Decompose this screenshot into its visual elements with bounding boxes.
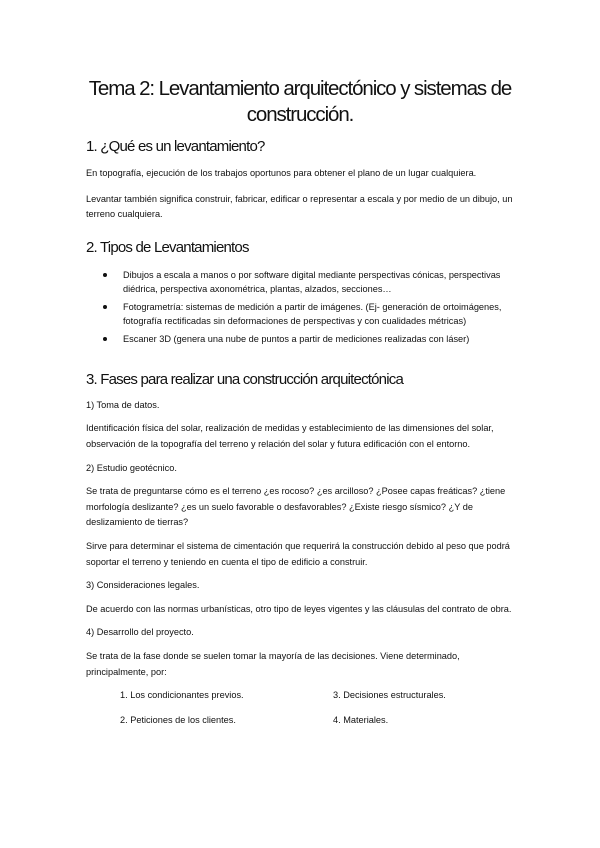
- phase-1-title: 1) Toma de datos.: [86, 399, 160, 410]
- list-item: [123, 268, 514, 296]
- phase-3-title: 3) Consideraciones legales.: [86, 580, 200, 591]
- list-item-text: Escaner 3D (genera una nube de puntos a partir de mediciones realizadas con láser): [123, 333, 470, 344]
- section-1-paragraph-1: En topografía, ejecución de los trabajos oportunos para obtener el plano de un lugar cualquiera.: [86, 168, 477, 178]
- bullet-icon: [103, 273, 107, 277]
- list-item-text: Dibujos a escala a manos o por software digital mediante perspectivas cónicas, perspectivas diédrica, perspectiva axonométrica, plantas, alzados, secciones…: [123, 269, 501, 294]
- phase-4-title: 4) Desarrollo del proyecto.: [86, 627, 194, 638]
- factor-item: 2. Peticiones de los clientes.: [120, 715, 236, 726]
- bullet-icon: [103, 305, 107, 309]
- bullet-icon: [103, 337, 107, 341]
- factor-item: 3. Decisiones estructurales.: [333, 690, 446, 701]
- levantamiento-types-list: [86, 268, 514, 346]
- factor-item: 4. Materiales.: [333, 715, 389, 726]
- phase-2-title: 2) Estudio geotécnico.: [86, 462, 177, 473]
- phase-1-text: Identificación física del solar, realización de medidas y establecimiento de las dimensiones del solar, observación de la topografía del terreno y relación del solar y futura edificación con el entorno.: [86, 423, 494, 449]
- project-factors-grid: [120, 689, 514, 727]
- section-3-heading: 3. Fases para realizar una construcción arquitectónica: [86, 370, 403, 388]
- page-title: Tema 2: Levantamiento arquitectónico y sistemas de construcción.: [88, 77, 512, 126]
- phase-2-text-2: Sirve para determinar el sistema de cimentación que requerirá la construcción debido al peso que podrá soportar el terreno y teniendo en cuenta el tipo de edificio a construir.: [86, 540, 510, 567]
- phase-4-text: Se trata de la fase donde se suelen tomar la mayoría de las decisiones. Viene determinado, principalmente, por:: [86, 650, 460, 677]
- factor-item: 1. Los condicionantes previos.: [120, 690, 244, 701]
- list-item-text: Fotogrametría: sistemas de medición a partir de imágenes. (Ej- generación de ortoimágenes, fotografía rectificadas sin deformaciones de perspectivas y con cualidades métricas): [123, 301, 502, 326]
- phase-3-text: De acuerdo con las normas urbanísticas, otro tipo de leyes vigentes y las cláusulas del contrato de obra.: [86, 603, 512, 614]
- section-1-paragraph-2: Levantar también significa construir, fabricar, edificar o representar a escala y por medio de un dibujo, un terreno cualquiera.: [86, 193, 513, 220]
- section-1-heading: 1. ¿Qué es un levantamiento?: [86, 138, 265, 155]
- section-2-heading: 2. Tipos de Levantamientos: [86, 238, 249, 256]
- list-item: [123, 332, 514, 346]
- phase-2-text-1: Se trata de preguntarse cómo es el terreno ¿es rocoso? ¿es arcilloso? ¿Posee capas freáticas? ¿tiene morfología deslizante? ¿es un suelo favorable o desfavorables? ¿Existe riesgo sísmico? ¿Y de deslizamiento de tierras?: [86, 486, 506, 528]
- list-item: [123, 300, 514, 328]
